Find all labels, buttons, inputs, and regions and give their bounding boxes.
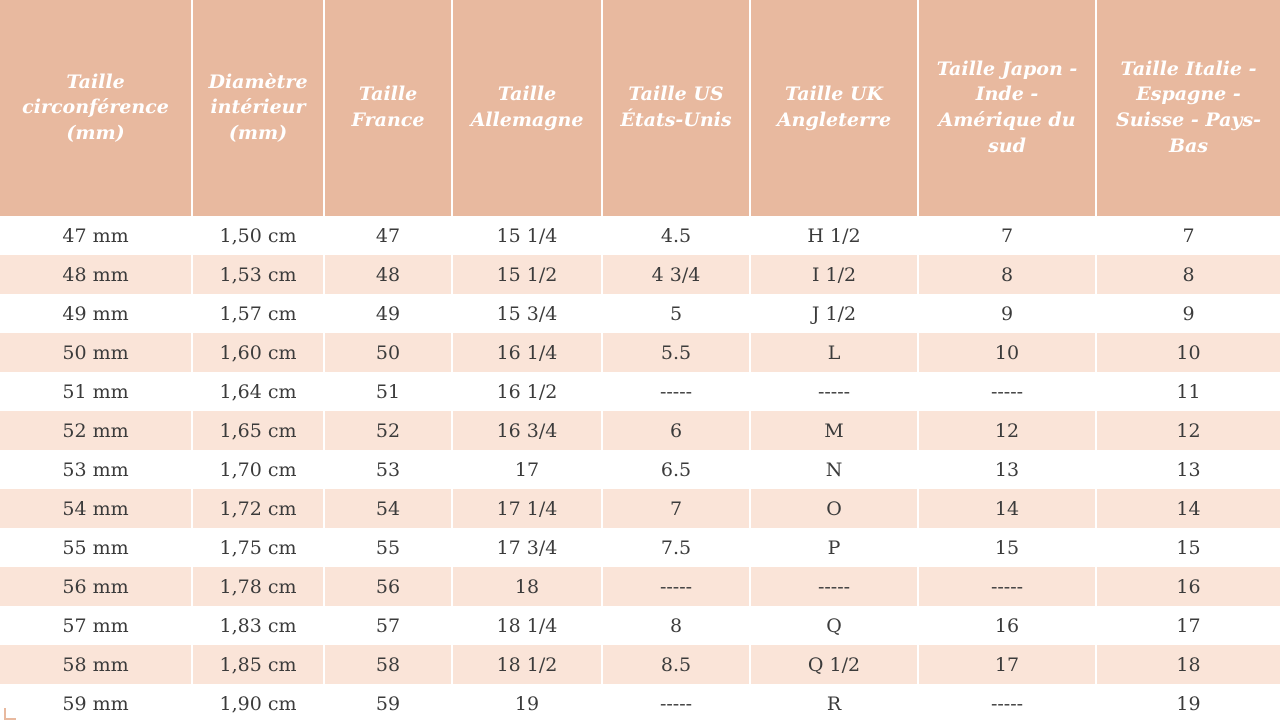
cell-japan: 12 [918, 411, 1096, 450]
cell-germany: 17 1/4 [452, 489, 602, 528]
cell-circumference: 54 mm [0, 489, 192, 528]
column-header-uk: Taille UK Angleterre [750, 0, 918, 216]
corner-mark-icon [4, 708, 16, 720]
cell-france: 56 [324, 567, 452, 606]
cell-us: 5 [602, 294, 750, 333]
table-row [0, 606, 1280, 645]
cell-france: 58 [324, 645, 452, 684]
cell-france: 59 [324, 684, 452, 720]
cell-inner-diameter: 1,53 cm [192, 255, 324, 294]
cell-uk: M [750, 411, 918, 450]
column-header-japan-india-south-america: Taille Japon - Inde - Amérique du sud [918, 0, 1096, 216]
cell-us: 8 [602, 606, 750, 645]
cell-inner-diameter: 1,90 cm [192, 684, 324, 720]
cell-france: 52 [324, 411, 452, 450]
cell-circumference: 48 mm [0, 255, 192, 294]
cell-italy: 9 [1096, 294, 1280, 333]
cell-uk: L [750, 333, 918, 372]
column-header-italy-spain-switzerland-netherlands: Taille Italie - Espagne - Suisse - Pays-Bas [1096, 0, 1280, 216]
cell-france: 47 [324, 216, 452, 255]
cell-us: ----- [602, 684, 750, 720]
table-row [0, 333, 1280, 372]
cell-germany: 15 1/2 [452, 255, 602, 294]
cell-japan: 17 [918, 645, 1096, 684]
cell-germany: 16 3/4 [452, 411, 602, 450]
cell-germany: 19 [452, 684, 602, 720]
cell-circumference: 47 mm [0, 216, 192, 255]
table-row [0, 645, 1280, 684]
column-header-inner-diameter: Diamètre intérieur (mm) [192, 0, 324, 216]
table-row [0, 216, 1280, 255]
cell-japan: 10 [918, 333, 1096, 372]
cell-italy: 10 [1096, 333, 1280, 372]
cell-germany: 18 1/4 [452, 606, 602, 645]
cell-us: 7.5 [602, 528, 750, 567]
cell-japan: ----- [918, 684, 1096, 720]
cell-japan: ----- [918, 567, 1096, 606]
cell-circumference: 59 mm [0, 684, 192, 720]
cell-inner-diameter: 1,64 cm [192, 372, 324, 411]
cell-inner-diameter: 1,75 cm [192, 528, 324, 567]
cell-japan: 7 [918, 216, 1096, 255]
table-row [0, 567, 1280, 606]
table-row [0, 255, 1280, 294]
cell-circumference: 51 mm [0, 372, 192, 411]
cell-germany: 16 1/2 [452, 372, 602, 411]
cell-japan: 16 [918, 606, 1096, 645]
cell-us: 4 3/4 [602, 255, 750, 294]
cell-italy: 18 [1096, 645, 1280, 684]
cell-us: 5.5 [602, 333, 750, 372]
cell-uk: ----- [750, 567, 918, 606]
cell-inner-diameter: 1,78 cm [192, 567, 324, 606]
cell-japan: 9 [918, 294, 1096, 333]
cell-italy: 12 [1096, 411, 1280, 450]
table-row [0, 489, 1280, 528]
cell-italy: 17 [1096, 606, 1280, 645]
cell-inner-diameter: 1,60 cm [192, 333, 324, 372]
cell-italy: 11 [1096, 372, 1280, 411]
table-header-row [0, 0, 1280, 216]
cell-japan: 8 [918, 255, 1096, 294]
cell-inner-diameter: 1,72 cm [192, 489, 324, 528]
cell-circumference: 55 mm [0, 528, 192, 567]
cell-uk: R [750, 684, 918, 720]
cell-germany: 18 1/2 [452, 645, 602, 684]
cell-germany: 15 3/4 [452, 294, 602, 333]
cell-germany: 17 [452, 450, 602, 489]
cell-us: 4.5 [602, 216, 750, 255]
table-row [0, 450, 1280, 489]
cell-us: 6.5 [602, 450, 750, 489]
cell-japan: ----- [918, 372, 1096, 411]
cell-uk: Q [750, 606, 918, 645]
cell-us: 7 [602, 489, 750, 528]
cell-circumference: 53 mm [0, 450, 192, 489]
cell-us: 8.5 [602, 645, 750, 684]
table-row [0, 294, 1280, 333]
cell-circumference: 57 mm [0, 606, 192, 645]
cell-germany: 16 1/4 [452, 333, 602, 372]
cell-japan: 15 [918, 528, 1096, 567]
cell-inner-diameter: 1,85 cm [192, 645, 324, 684]
cell-france: 48 [324, 255, 452, 294]
cell-inner-diameter: 1,50 cm [192, 216, 324, 255]
cell-uk: ----- [750, 372, 918, 411]
cell-circumference: 52 mm [0, 411, 192, 450]
cell-france: 57 [324, 606, 452, 645]
cell-uk: J 1/2 [750, 294, 918, 333]
cell-france: 50 [324, 333, 452, 372]
cell-france: 51 [324, 372, 452, 411]
table-row [0, 684, 1280, 720]
cell-italy: 15 [1096, 528, 1280, 567]
cell-france: 55 [324, 528, 452, 567]
cell-circumference: 50 mm [0, 333, 192, 372]
cell-uk: O [750, 489, 918, 528]
cell-italy: 16 [1096, 567, 1280, 606]
cell-germany: 15 1/4 [452, 216, 602, 255]
cell-circumference: 56 mm [0, 567, 192, 606]
column-header-circumference: Taille circonférence (mm) [0, 0, 192, 216]
cell-japan: 13 [918, 450, 1096, 489]
cell-italy: 19 [1096, 684, 1280, 720]
cell-france: 53 [324, 450, 452, 489]
cell-uk: H 1/2 [750, 216, 918, 255]
cell-circumference: 58 mm [0, 645, 192, 684]
cell-germany: 17 3/4 [452, 528, 602, 567]
cell-inner-diameter: 1,65 cm [192, 411, 324, 450]
column-header-france: Taille France [324, 0, 452, 216]
cell-us: ----- [602, 372, 750, 411]
cell-uk: P [750, 528, 918, 567]
cell-circumference: 49 mm [0, 294, 192, 333]
cell-france: 54 [324, 489, 452, 528]
cell-italy: 13 [1096, 450, 1280, 489]
cell-us: ----- [602, 567, 750, 606]
table-row [0, 372, 1280, 411]
cell-inner-diameter: 1,83 cm [192, 606, 324, 645]
table-row [0, 528, 1280, 567]
cell-uk: N [750, 450, 918, 489]
cell-france: 49 [324, 294, 452, 333]
cell-germany: 18 [452, 567, 602, 606]
cell-us: 6 [602, 411, 750, 450]
cell-uk: I 1/2 [750, 255, 918, 294]
cell-italy: 8 [1096, 255, 1280, 294]
cell-uk: Q 1/2 [750, 645, 918, 684]
cell-italy: 7 [1096, 216, 1280, 255]
cell-italy: 14 [1096, 489, 1280, 528]
table-row [0, 411, 1280, 450]
column-header-germany: Taille Allemagne [452, 0, 602, 216]
column-header-us: Taille US États-Unis [602, 0, 750, 216]
cell-inner-diameter: 1,70 cm [192, 450, 324, 489]
cell-japan: 14 [918, 489, 1096, 528]
cell-inner-diameter: 1,57 cm [192, 294, 324, 333]
